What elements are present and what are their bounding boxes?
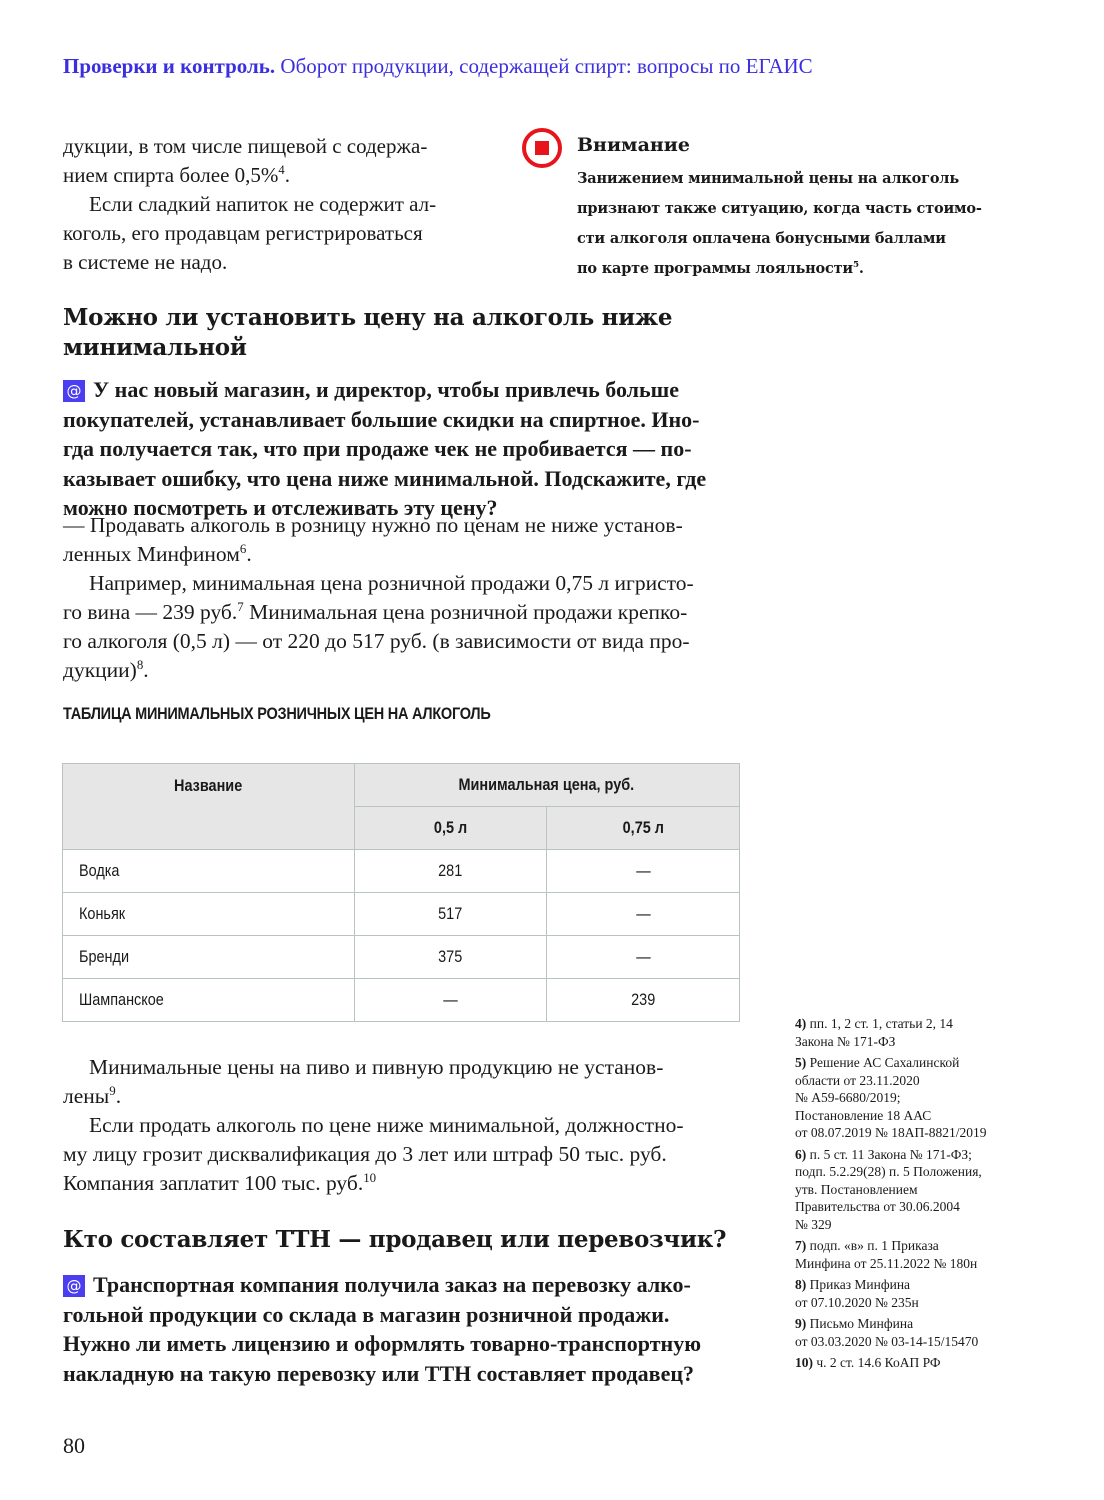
header-min-price: Минимальная цена, руб. xyxy=(354,764,739,807)
intro-paragraph-2: Если сладкий напиток не содержит ал- коголь, его продавцам регистрироваться в системе не надо. xyxy=(63,192,437,274)
table-row: Коньяк 517 — xyxy=(63,893,740,936)
footnote-6: 6) п. 5 ст. 11 Закона № 171-ФЗ; подп. 5.2.29(28) п. 5 Положения, утв. Постановлением Правительства от 30.06.2004 № 329 xyxy=(795,1146,982,1232)
page-number: 80 xyxy=(63,1433,85,1458)
footnote-ref[interactable]: 8 xyxy=(136,657,144,672)
intro-text xyxy=(63,132,483,277)
section-heading-ttn: Кто составляет ТТН — продавец или перевозчик? xyxy=(63,1226,727,1253)
running-head-title: Оборот продукции, содержащей спирт: вопросы по ЕГАИС xyxy=(280,54,813,78)
table-row: Водка 281 — xyxy=(63,850,740,893)
footnote-ref[interactable]: 4 xyxy=(278,163,285,177)
header-05l: 0,5 л xyxy=(354,807,547,850)
table-row: Бренди 375 — xyxy=(63,936,740,979)
footnote-5: 5) Решение АС Сахалинской области от 23.11.2020 № А59-6680/2019; Постановление 18 ААС от 08.07.2019 № 18АП-8821/2019 xyxy=(795,1055,987,1140)
footnote-ref[interactable]: 10 xyxy=(363,1170,377,1185)
question-block-1: @ У нас новый магазин, и директор, чтобы привлечь больше покупателей, устанавливает большие скидки на спиртное. Ино- гда получается так, что при продаже чек не пробивается — по- казывает ошибку, что цена ниже минимальной. Подскажите, где можно посмотреть и отслеживать эту цену? xyxy=(63,377,707,520)
stop-icon xyxy=(522,128,562,168)
header-075l: 0,75 л xyxy=(547,807,740,850)
min-price-table xyxy=(62,763,740,1022)
header-name: Название xyxy=(63,764,355,850)
footnote-ref[interactable]: 5 xyxy=(852,260,859,271)
attention-title: Внимание xyxy=(577,134,690,156)
footnote-ref[interactable]: 9 xyxy=(109,1083,116,1098)
footnote-4: 4) пп. 1, 2 ст. 1, статьи 2, 14 Закона № 171-ФЗ xyxy=(795,1016,953,1049)
table-row: Шампанское — 239 xyxy=(63,979,740,1022)
attention-body: Занижением минимальной цены на алкоголь признают также ситуацию, когда часть стоимо- сти алкоголя оплачена бонусными баллами по карте программы лояльности$^5$. xyxy=(577,170,982,277)
footnote-10: 10) ч. 2 ст. 14.6 КоАП РФ xyxy=(795,1355,941,1370)
answer-block-1: — Продавать алкоголь в розницу нужно по ценам не ниже установ- ленных Минфином$^6$. Например, минимальная цена розничной продажи 0,75 л игристо- го вина — 239 руб.$^7$ Минимальная цена розничной продажи крепко- го алкоголя (0,5 л) — от 220 до 517 руб. (в зависимости от вида про- дукции)$^8$. xyxy=(63,513,694,682)
after-table-text: Минимальные цены на пиво и пивную продукцию не установ- лены$^9$. Если продать алкоголь по цене ниже минимальной, должностно- му лицу грозит дисквалификация до 3 лет или штраф 50 тыс. руб. Компания заплатит 100 тыс. руб.$^{10}$ xyxy=(63,1055,684,1195)
running-head-section: Проверки и контроль. xyxy=(63,54,276,78)
footnotes xyxy=(795,1015,1035,1376)
table-caption: ТАБЛИЦА МИНИМАЛЬНЫХ РОЗНИЧНЫХ ЦЕН НА АЛКОГОЛЬ xyxy=(63,705,491,723)
question-block-2: @ Транспортная компания получила заказ на перевозку алко- гольной продукции со склада в магазин розничной продажи. Нужно ли иметь лицензию и оформлять товарно-транспортную накладную на такую перевозку или ТТН составляет продавец? xyxy=(63,1272,702,1386)
footnote-ref[interactable]: 6 xyxy=(239,541,247,556)
running-head xyxy=(63,54,813,79)
at-icon: @ xyxy=(63,380,85,402)
footnote-7: 7) подп. «в» п. 1 Приказа Минфина от 25.11.2022 № 180н xyxy=(795,1238,978,1271)
section-heading-min-price: Можно ли установить цену на алкоголь ниже минимальной xyxy=(63,304,673,361)
intro-paragraph-1: дукции, в том числе пищевой с содержа- нием спирта более 0,5%$^4$. xyxy=(63,134,428,187)
footnote-8: 8) Приказ Минфина от 07.10.2020 № 235н xyxy=(795,1277,919,1310)
footnote-9: 9) Письмо Минфина от 03.03.2020 № 03-14-15/15470 xyxy=(795,1316,979,1349)
at-icon: @ xyxy=(63,1275,85,1297)
footnote-ref[interactable]: 7 xyxy=(237,599,244,614)
table-header-row xyxy=(63,764,740,807)
